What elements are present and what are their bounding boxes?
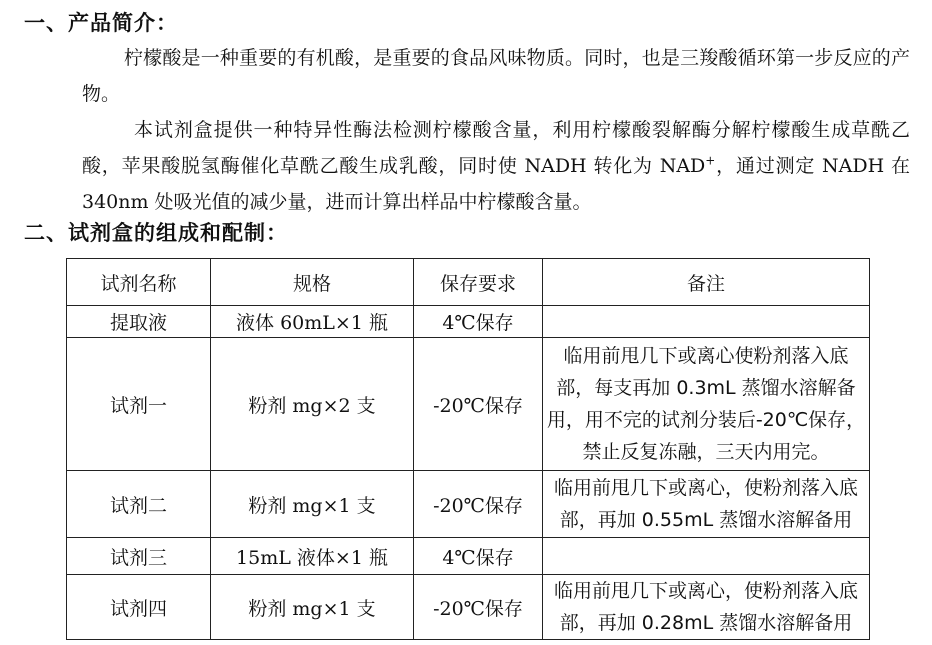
cell-storage: -20℃保存 xyxy=(414,338,543,471)
cell-spec: 粉剂 mg×2 支 xyxy=(211,338,414,471)
kit-components-table xyxy=(66,258,870,640)
cell-storage: 4℃保存 xyxy=(414,538,543,575)
header-reagent-name: 试剂名称 xyxy=(67,259,211,306)
header-storage: 保存要求 xyxy=(414,259,543,306)
cell-name: 试剂四 xyxy=(67,575,211,640)
cell-storage: -20℃保存 xyxy=(414,575,543,640)
table-row xyxy=(67,575,870,640)
intro-paragraph-2 xyxy=(82,112,910,220)
cell-storage: -20℃保存 xyxy=(414,471,543,538)
cell-note: 临用前甩几下或离心，使粉剂落入底部，再加 0.28mL 蒸馏水溶解备用 xyxy=(543,575,870,640)
para2-text-a: 本试剂盒提供一种特异性酶法检测柠檬酸含量，利用柠檬酸裂解酶分解柠檬酸生成草酰乙酸，苹果酸脱氢酶催化草酰乙酸生成乳酸，同时使 NADH 转化为 NAD xyxy=(82,119,910,177)
table-row xyxy=(67,306,870,338)
table-row xyxy=(67,471,870,538)
section-heading-intro: 一、产品简介： xyxy=(24,11,178,35)
cell-note: 临用前甩几下或离心，使粉剂落入底部，再加 0.55mL 蒸馏水溶解备用 xyxy=(543,471,870,538)
para2-text-b: ，通过测定 NADH 在 340nm 处吸光值的减少量，进而计算出样品中柠檬酸含量。 xyxy=(82,155,910,213)
cell-spec: 粉剂 mg×1 支 xyxy=(211,471,414,538)
section-heading-kit: 二、试剂盒的组成和配制： xyxy=(24,221,288,245)
cell-spec: 液体 60mL×1 瓶 xyxy=(211,306,414,338)
intro-paragraph-1: 柠檬酸是一种重要的有机酸，是重要的食品风味物质。同时，也是三羧酸循环第一步反应的产物。 xyxy=(82,47,910,105)
table-header-row xyxy=(67,259,870,306)
cell-note: 临用前甩几下或离心使粉剂落入底部，每支再加 0.3mL 蒸馏水溶解备用，用不完的试剂分装后-20℃保存，禁止反复冻融，三天内用完。 xyxy=(543,338,870,471)
table-row xyxy=(67,538,870,575)
cell-name: 提取液 xyxy=(67,306,211,338)
para2-superscript: + xyxy=(705,153,716,168)
cell-name: 试剂一 xyxy=(67,338,211,471)
cell-name: 试剂三 xyxy=(67,538,211,575)
cell-name: 试剂二 xyxy=(67,471,211,538)
cell-spec: 15mL 液体×1 瓶 xyxy=(211,538,414,575)
table-row xyxy=(67,338,870,471)
header-note: 备注 xyxy=(543,259,870,306)
header-spec: 规格 xyxy=(211,259,414,306)
cell-storage: 4℃保存 xyxy=(414,306,543,338)
cell-note xyxy=(543,306,870,338)
cell-note xyxy=(543,538,870,575)
cell-spec: 粉剂 mg×1 支 xyxy=(211,575,414,640)
